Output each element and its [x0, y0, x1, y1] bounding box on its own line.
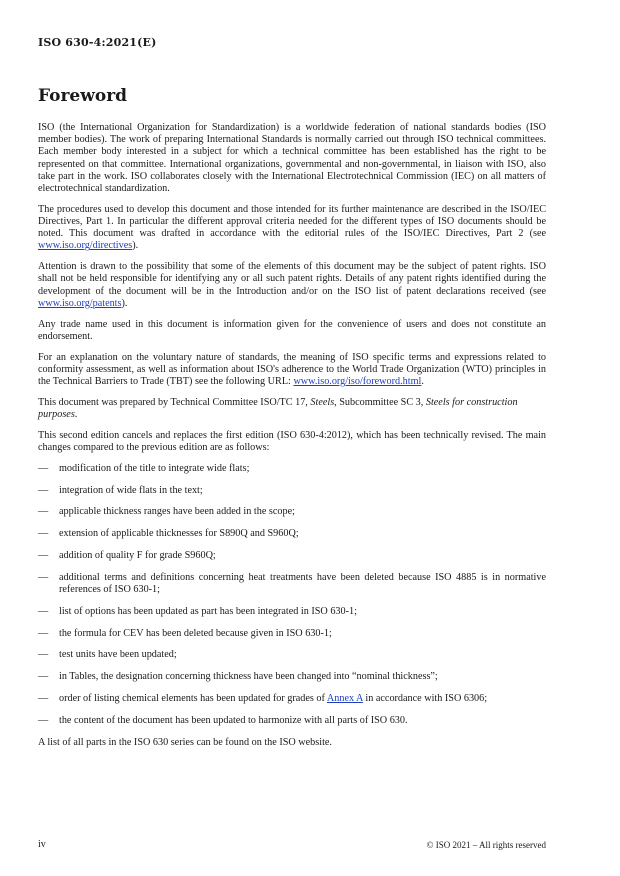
patents-link[interactable]: www.iso.org/patents — [38, 297, 122, 309]
annex-a-link[interactable]: Annex A — [326, 693, 363, 704]
page-title: Foreword — [38, 86, 128, 106]
list-item: — order of listing chemical elements has been updated for grades of Annex A in accordance with ISO 6306; — [38, 693, 488, 704]
paragraph-iso-intro: ISO (the International Organization for Standardization) is a worldwide federation of national standards bodies (ISO member bodies). The work of preparing International Standards is normally carried out through ISO technical committees. Each member body interested in a subject for which a technical committee has been established has the right to be represented on that committee. International organizations, governmental and non-governmental, in liaison with ISO, also take part in the work. ISO collaborates closely with the International Electrotechnical Commission (IEC) on all matters of electrotechnical standardization. — [38, 122, 546, 195]
foreword-body — [38, 122, 546, 757]
list-item: — modification of the title to integrate wide flats; — [38, 462, 250, 474]
list-item: — extension of applicable thicknesses for S890Q and S960Q; — [38, 528, 299, 540]
paragraph-patents: Attention is drawn to the possibility that some of the elements of this document may be the subject of patent rights. ISO shall not be held responsible for identifying any or all such patent rights. Details of any patent rights identified during the development of the document will be in the Introduction and/or on the ISO list of patent declarations received (see www.iso.org/patents). — [38, 261, 546, 309]
copyright-notice: © ISO 2021 – All rights reserved — [426, 840, 546, 850]
paragraph-edition: This second edition cancels and replaces the first edition (ISO 630-4:2012), which has been technically revised. The main changes compared to the previous edition are as follows: — [38, 429, 546, 454]
paragraph-trade-name: Any trade name used in this document is information given for the convenience of users and does not constitute an endorsement. — [38, 318, 546, 342]
list-item: — addition of quality F for grade S960Q; — [38, 550, 216, 562]
list-item: — in Tables, the designation concerning thickness have been changed into “nominal thickness”; — [38, 671, 438, 683]
paragraph-voluntary-nature: For an explanation on the voluntary nature of standards, the meaning of ISO specific terms and expressions related to conformity assessment, as well as information about ISO's adherence to the World Trade Organization (WTO) principles in the Technical Barriers to Trade (TBT) see the following URL: www.iso.org/iso/foreword.html. — [38, 351, 546, 388]
directives-link[interactable]: www.iso.org/directives — [38, 240, 133, 252]
document-page — [38, 0, 546, 876]
paragraph-closing: A list of all parts in the ISO 630 series can be found on the ISO website. — [38, 736, 332, 748]
foreword-link[interactable]: www.iso.org/iso/foreword.html — [293, 376, 422, 388]
paragraph-procedures: The procedures used to develop this document and those intended for its further maintenance are described in the ISO/IEC Directives, Part 1. In particular the different approval criteria needed for the different types of ISO documents should be noted. This document was drafted in accordance with the editorial rules of the ISO/IEC Directives, Part 2 (see www.iso.org/directives). — [38, 203, 546, 252]
document-identifier: ISO 630-4:2021(E) — [38, 36, 157, 49]
changes-list — [38, 463, 546, 727]
list-item: — test units have been updated; — [38, 649, 177, 661]
list-item: — integration of wide flats in the text; — [38, 484, 203, 496]
list-item: — applicable thickness ranges have been added in the scope; — [38, 506, 295, 518]
list-item: — list of options has been updated as part has been integrated in ISO 630-1; — [38, 605, 357, 617]
list-item: — the content of the document has been updated to harmonize with all parts of ISO 630. — [38, 714, 408, 726]
list-item: — additional terms and definitions concerning heat treatments have been deleted because ISO 4885 is in normative references of ISO 630-1; — [38, 571, 546, 596]
list-item: — the formula for CEV has been deleted because given in ISO 630-1; — [38, 627, 332, 639]
paragraph-committee: This document was prepared by Technical Committee ISO/TC 17, Steels, Subcommittee SC 3, Steels for construction purposes. — [38, 396, 518, 421]
page-number: iv — [38, 839, 46, 850]
